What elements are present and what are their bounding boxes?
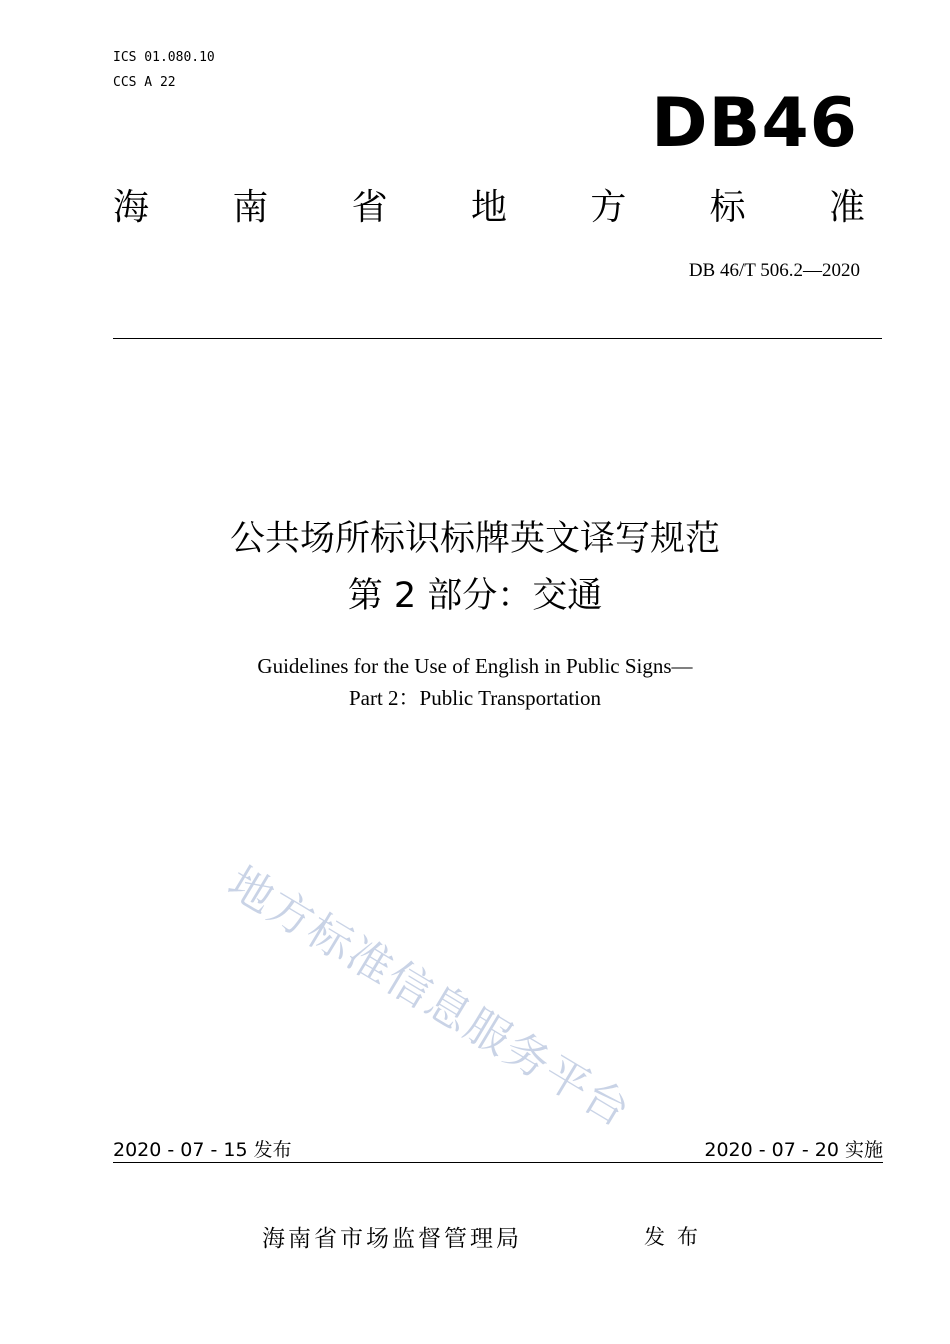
title-chinese-line-2: 第 2 部分：交通 (347, 576, 603, 616)
standard-type-char: 准 (828, 187, 865, 228)
standard-type-char: 标 (709, 187, 746, 228)
title-english-line-2: Part 2：Public Transportation (348, 686, 601, 710)
title-english-line-1: Guidelines for the Use of English in Public Signs— (257, 654, 693, 678)
title-chinese-line-1: 公共场所标识标牌英文译写规范 (229, 519, 720, 559)
db-code-logo: DB46 (651, 84, 858, 163)
publisher-name: 海南省市场监督管理局 (262, 1226, 522, 1252)
standard-type-char: 方 (590, 187, 627, 228)
footer-divider (113, 1162, 883, 1163)
standard-type-char: 海 (113, 187, 150, 228)
standard-type-heading (113, 186, 865, 230)
publish-label: 发布 (644, 1225, 710, 1249)
header-divider (113, 338, 882, 339)
implementation-date: 2020 - 07 - 20 实施 (704, 1139, 883, 1161)
standard-type-char: 省 (351, 187, 388, 228)
standard-type-char: 地 (470, 187, 507, 228)
standard-number: DB 46/T 506.2—2020 (688, 260, 860, 281)
standard-type-char: 南 (232, 187, 269, 228)
ics-code: ICS 01.080.10 (113, 50, 215, 65)
watermark: 地方标准信息服务平台 (219, 857, 640, 1138)
issue-date: 2020 - 07 - 15 发布 (113, 1139, 292, 1161)
ccs-code: CCS A 22 (113, 75, 176, 90)
